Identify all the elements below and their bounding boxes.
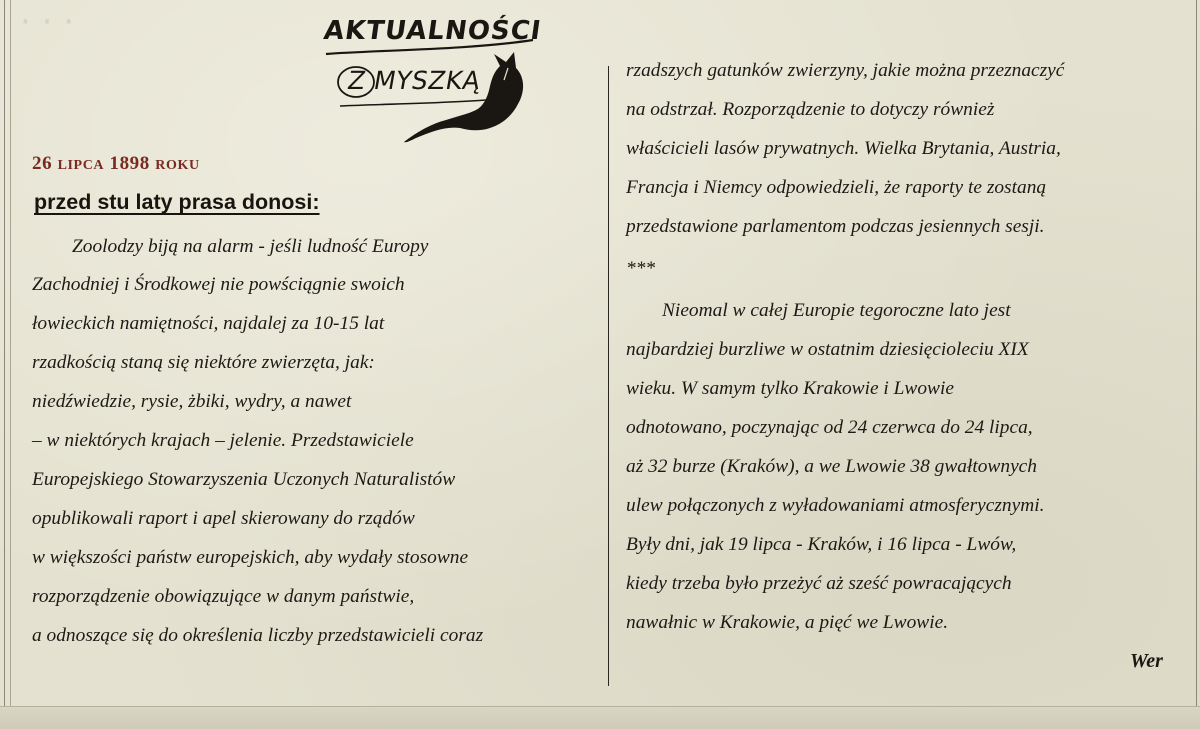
- text-line: właścicieli lasów prywatnych. Wielka Brytania, Austria,: [626, 138, 1061, 159]
- author-signature: Wer: [1130, 650, 1163, 672]
- frame-border-bottom: [0, 706, 1200, 729]
- text-line: odnotowano, poczynając od 24 czerwca do 24 lipca,: [626, 417, 1033, 438]
- date-month: lipca: [57, 152, 105, 174]
- text-line: kiedy trzeba było przeżyć aż sześć powracających: [626, 573, 1012, 594]
- text-line: Francja i Niemcy odpowiedzieli, że raporty te zostaną: [626, 177, 1047, 198]
- text-line: niedźwiedzie, rysie, żbiki, wydry, a nawet: [32, 391, 352, 412]
- text-line: a odnoszące się do określenia liczby przedstawicieli coraz: [32, 625, 484, 646]
- text-line: rozporządzenie obowiązujące w danym państwie,: [32, 586, 415, 607]
- text-line: przedstawione parlamentom podczas jesiennych sesji.: [626, 216, 1045, 237]
- text-line: Zoolodzy biją na alarm - jeśli ludność Europy: [72, 236, 429, 257]
- text-line: ulew połączonych z wyładowaniami atmosferycznymi.: [626, 495, 1045, 516]
- frame-border-left: [4, 0, 5, 729]
- date-heading: [32, 152, 200, 175]
- text-line: aż 32 burze (Kraków), a we Lwowie 38 gwałtownych: [626, 456, 1037, 477]
- date-year: 1898: [109, 153, 150, 174]
- column-divider: [608, 66, 609, 686]
- show-through-text: · · ·: [20, 2, 75, 42]
- frame-border-left-inner: [10, 0, 11, 729]
- text-line: najbardziej burzliwe w ostatnim dziesięcioleciu XIX: [626, 339, 1029, 360]
- text-line: w większości państw europejskich, aby wydały stosowne: [32, 547, 469, 568]
- article-subheading: przed stu laty prasa donosi:: [34, 190, 320, 214]
- text-line: Były dni, jak 19 lipca - Kraków, i 16 lipca - Lwów,: [626, 534, 1017, 555]
- text-line: nawałnic w Krakowie, a pięć we Lwowie.: [626, 612, 949, 633]
- aktualnosci-logo: [318, 10, 546, 160]
- text-line: rzadszych gatunków zwierzyny, jakie można przeznaczyć: [626, 60, 1065, 81]
- logo-title: AKTUALNOŚCI: [321, 16, 544, 46]
- date-day: 26: [32, 153, 53, 174]
- text-line: Nieomal w całej Europie tegoroczne lato jest: [662, 300, 1011, 321]
- frame-border-right: [1196, 0, 1197, 729]
- text-line: łowieckich namiętności, najdalej za 10-15 lat: [32, 313, 385, 334]
- text-line: opublikowali raport i apel skierowany do rządów: [32, 508, 415, 529]
- text-line: rzadkością staną się niektóre zwierzęta, jak:: [32, 352, 375, 373]
- text-line: na odstrzał. Rozporządzenie to dotyczy również: [626, 99, 995, 120]
- text-line: – w niektórych krajach – jelenie. Przedstawiciele: [32, 430, 414, 451]
- text-line: Europejskiego Stowarzyszenia Uczonych Naturalistów: [32, 469, 456, 490]
- text-line: Zachodniej i Środkowej nie powściągnie swoich: [32, 274, 405, 295]
- logo-subtitle: Z MYSZKĄ: [345, 66, 483, 95]
- text-line: wieku. W samym tylko Krakowie i Lwowie: [626, 378, 954, 399]
- section-separator: ***: [626, 258, 656, 279]
- date-suffix: roku: [155, 152, 200, 174]
